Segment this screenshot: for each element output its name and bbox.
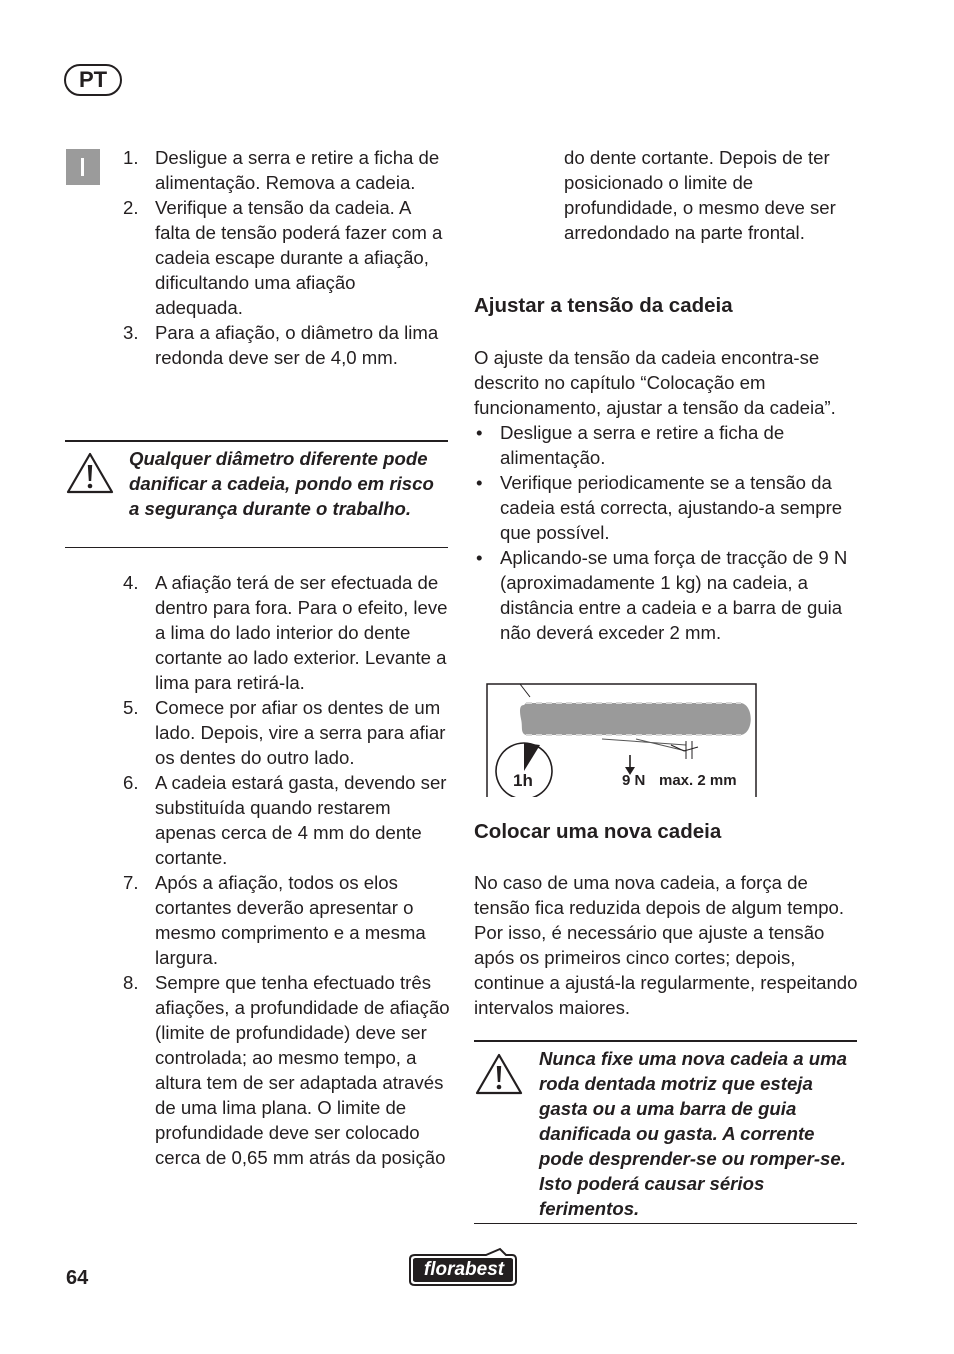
figure-label-gap: max. 2 mm — [659, 772, 737, 789]
warning-box — [65, 440, 448, 548]
language-badge: PT — [64, 64, 122, 96]
step-text: A cadeia estará gasta, devendo ser substituída quando restarem apenas cerca de 4 mm do dente cortante. — [155, 772, 447, 868]
warning-text: Nunca fixe uma nova cadeia a uma roda dentada motriz que esteja gasta ou a uma barra de guia danificada ou gasta. A corrente pode desprender-se ou romper-se. Isto poderá causar sérios ferimentos. — [539, 1048, 847, 1219]
warning-text: Qualquer diâmetro diferente pode danificar a cadeia, pondo em risco a segurança durante o trabalho. — [129, 448, 434, 519]
list-item — [123, 320, 448, 370]
step-number: 5. — [123, 697, 139, 718]
step-number: 7. — [123, 872, 139, 893]
step-text: Após a afiação, todos os elos cortantes deverão apresentar o mesmo comprimento e a mesma largura. — [155, 872, 426, 968]
step-text: Sempre que tenha efectuado três afiações, a profundidade de afiação (limite de profundidade) deve ser controlada; ao mesmo tempo, a altura tem de ser adaptada através de uma lima plana. O limite de profundidade deve ser colocado cerca de 0,65 mm atrás da posição — [155, 972, 450, 1168]
step-text: Para a afiação, o diâmetro da lima redonda deve ser de 4,0 mm. — [155, 322, 439, 368]
warning-triangle-icon — [474, 1052, 524, 1096]
list-item — [123, 195, 448, 320]
section-heading: Ajustar a tensão da cadeia — [474, 294, 733, 317]
step-number: 8. — [123, 972, 139, 993]
list-item — [123, 970, 453, 1170]
step-number: 1. — [123, 147, 139, 168]
warning-box — [474, 1040, 857, 1224]
list-item — [123, 145, 448, 195]
step-text: Verifique a tensão da cadeia. A falta de tensão poderá fazer com a cadeia escape durante a afiação, dificultando uma afiação adequada. — [155, 197, 443, 318]
section-paragraph: No caso de uma nova cadeia, a força de tensão fica reduzida depois de algum tempo. Por isso, é necessário que ajuste a tensão após os primeiros cinco cortes; depois, continue a ajustá-la regularmente, respeitando intervalos maiores. — [474, 872, 858, 1018]
continuation-text: do dente cortante. Depois de ter posicionado o limite de profundidade, o mesmo deve ser arredondado na parte frontal. — [564, 147, 836, 243]
list-item: • Aplicando-se uma força de tracção de 9 N (aproximadamente 1 kg) na cadeia, a distância entre a cadeia e a barra de guia não deverá exceder 2 mm. — [474, 545, 849, 645]
page-number: 64 — [66, 1267, 89, 1289]
step-number: 4. — [123, 572, 139, 593]
step-text: Comece por afiar os dentes de um lado. Depois, vire a serra para afiar os dentes do outro lado. — [155, 697, 446, 768]
list-item — [123, 770, 453, 870]
list-item — [123, 570, 453, 695]
florabest-logo — [406, 1247, 520, 1287]
step-text: Desligue a serra e retire a ficha de alimentação. Remova a cadeia. — [155, 147, 440, 193]
section-heading: Colocar uma nova cadeia — [474, 820, 722, 843]
step-text: A afiação terá de ser efectuada de dentro para fora. Para o efeito, leve a lima do lado interior do dente cortante ao lado exterior. Levante a lima para retirá-la. — [155, 572, 448, 693]
figure-label-force: 9 N — [622, 772, 646, 789]
steps-list-b — [123, 570, 453, 1170]
list-item: • Desligue a serra e retire a ficha de alimentação. — [474, 420, 849, 470]
steps-list-a — [123, 145, 448, 370]
figure-label-time: 1h — [513, 771, 533, 790]
step-number: 3. — [123, 322, 139, 343]
warning-triangle-icon — [65, 451, 115, 495]
list-item — [123, 870, 453, 970]
step-number: 2. — [123, 197, 139, 218]
chain-tension-figure — [486, 683, 758, 797]
step-number: 6. — [123, 772, 139, 793]
section-marker-icon — [66, 149, 100, 185]
list-item: • Verifique periodicamente se a tensão da cadeia está correcta, ajustando-a sempre que possível. — [474, 470, 849, 545]
section-paragraph: O ajuste da tensão da cadeia encontra-se descrito no capítulo “Colocação em funcionamento, ajustar a tensão da cadeia”. — [474, 347, 836, 418]
list-item — [123, 695, 453, 770]
logo-text: florabest — [423, 1259, 505, 1280]
bullet-list — [474, 420, 849, 645]
